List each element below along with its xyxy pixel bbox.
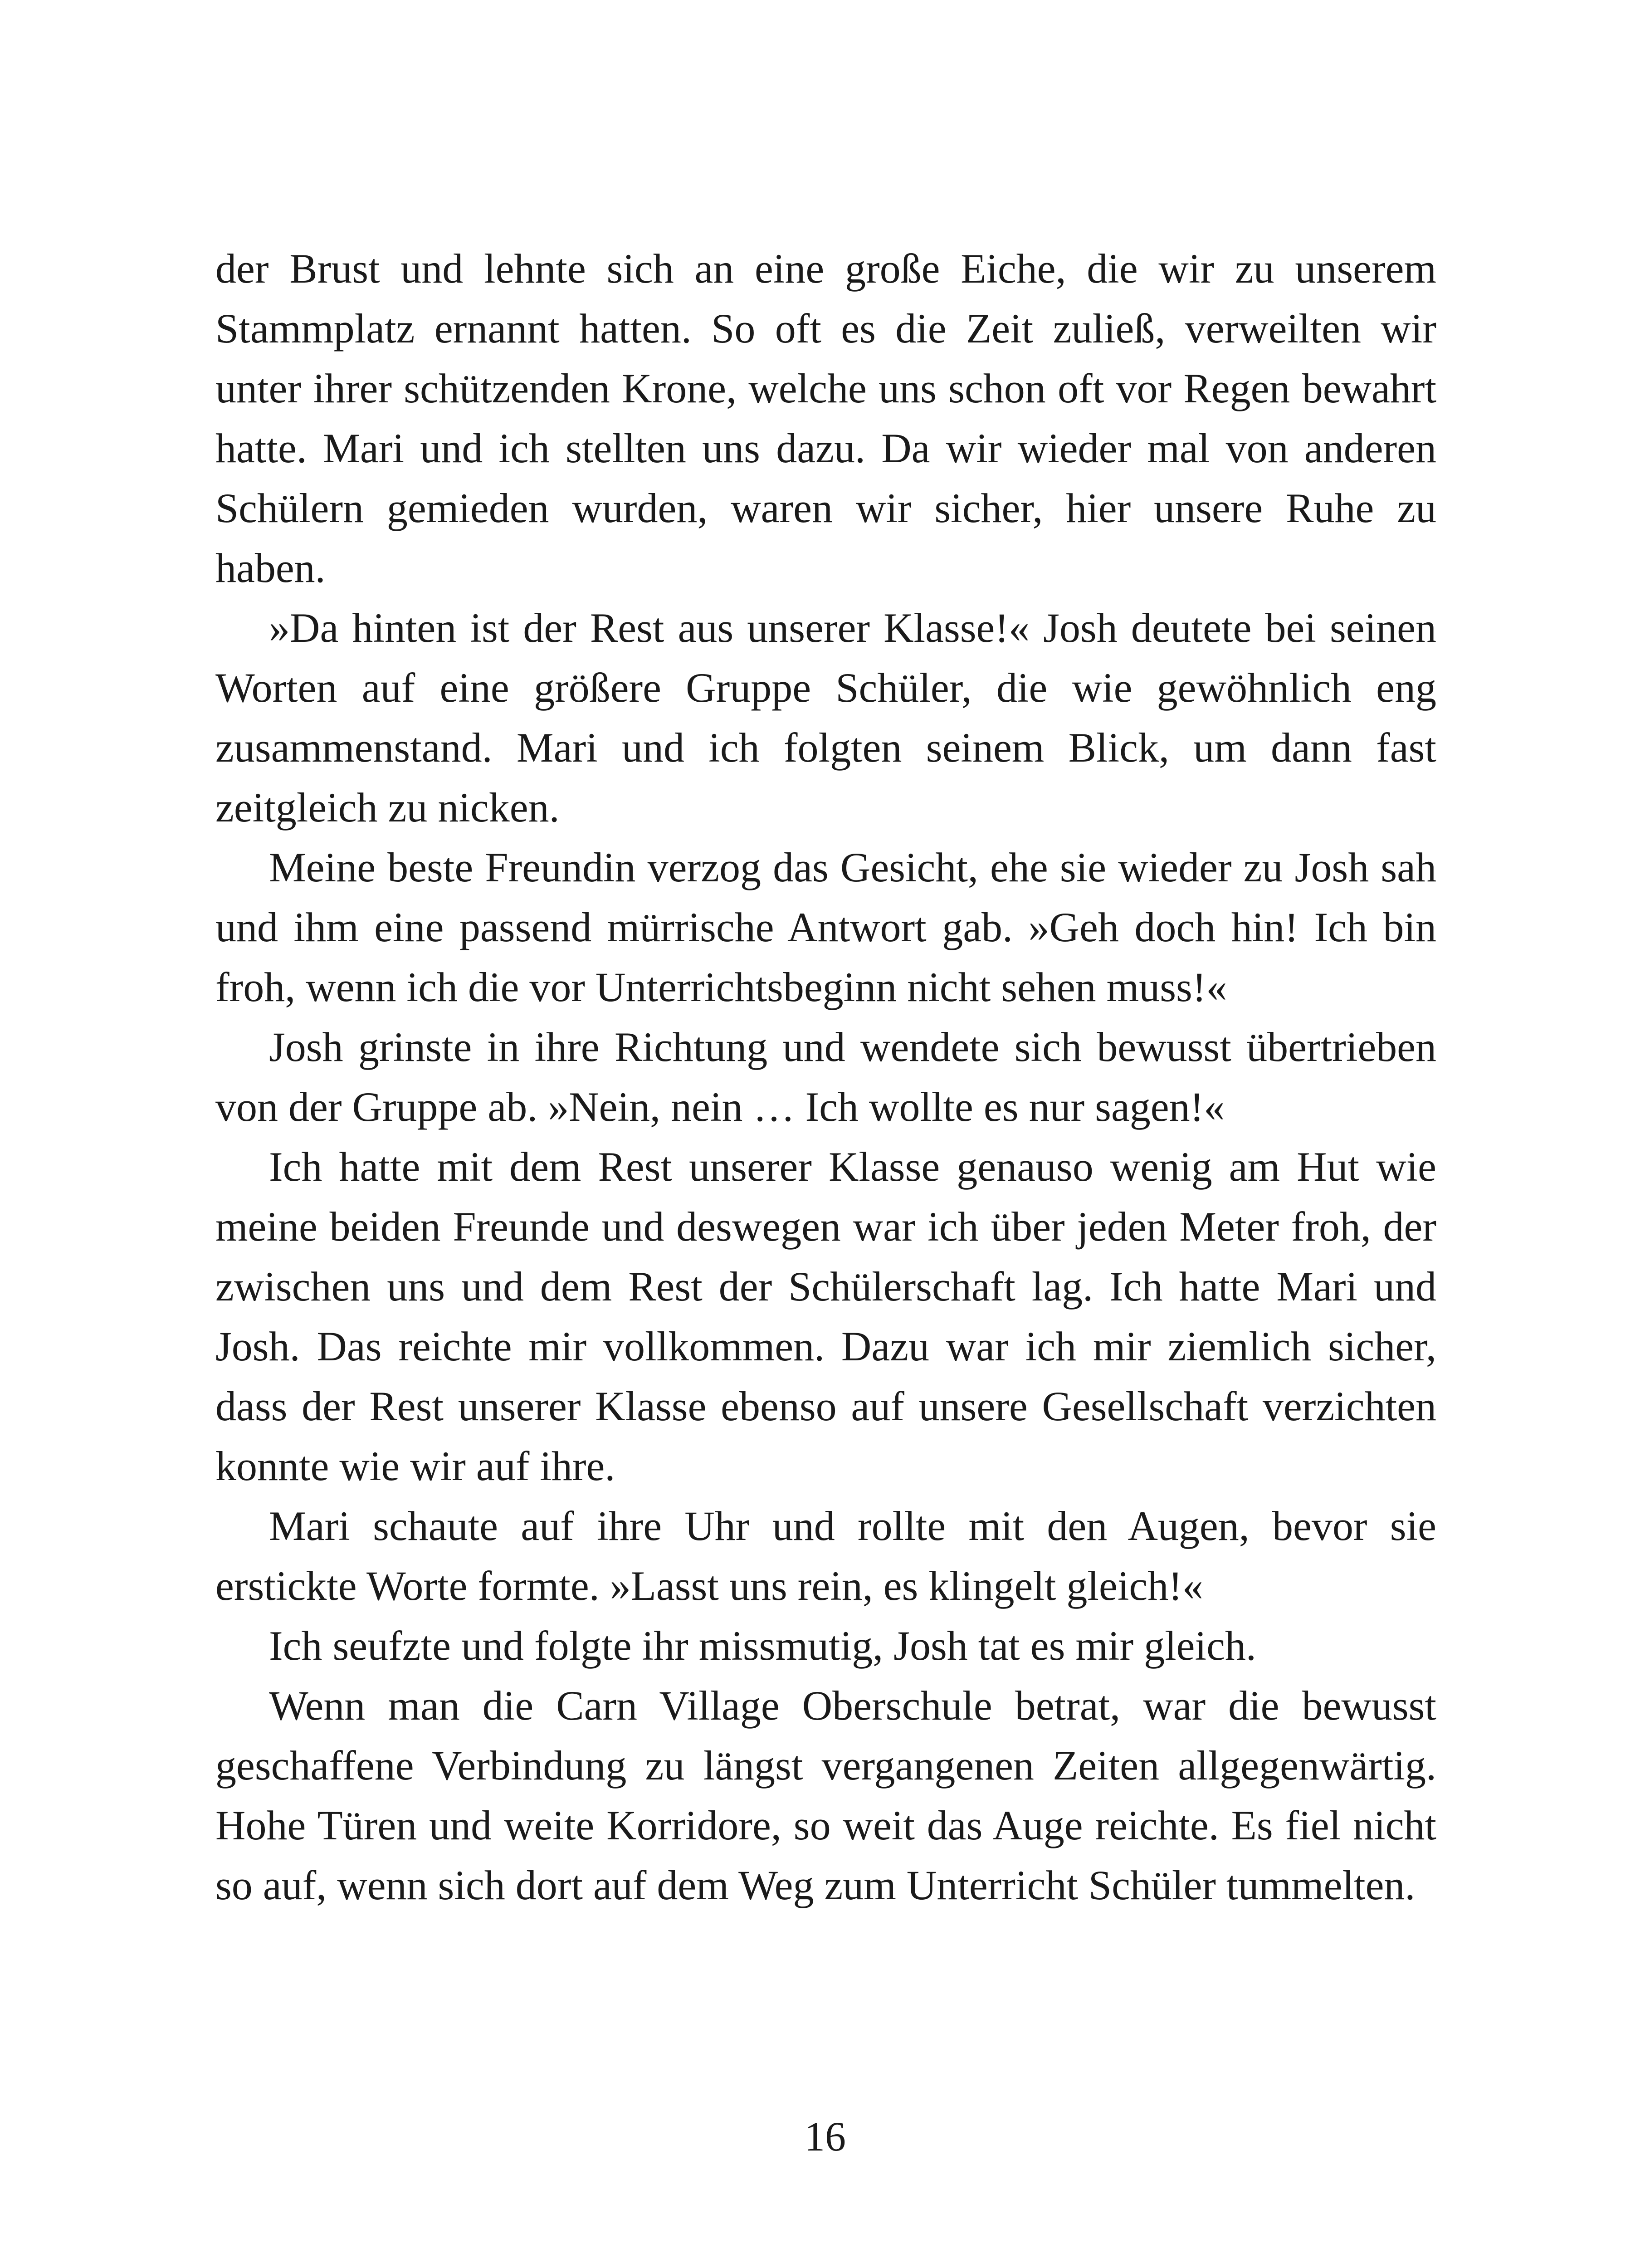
page-number: 16 (804, 2113, 846, 2160)
paragraph: Meine beste Freundin verzog das Gesicht, ehe sie wieder zu Josh sah und ihm eine passend mürrische Antwort gab. »Geh doch hin! Ich bin froh, wenn ich die vor Unterrichtsbeginn nicht sehen muss!« (215, 844, 1436, 1010)
paragraph: Wenn man die Carn Village Oberschule betrat, war die bewusst geschaffene Verbindung zu längst vergangenen Zeiten allgegenwärtig. Hohe Türen und weite Korridore, so weit das Auge reichte. Es fiel nicht so auf, wenn sich dort auf dem Weg zum Unterricht Schüler tummelten. (215, 1682, 1436, 1908)
paragraph: Ich hatte mit dem Rest unserer Klasse genauso wenig am Hut wie meine beiden Freunde und deswegen war ich über jeden Meter froh, der zwischen uns und dem Rest der Schülerschaft lag. Ich hatte Mari und Josh. Das reichte mir vollkommen. Dazu war ich mir ziemlich sicher, dass der Rest unserer Klasse ebenso auf unsere Gesellschaft verzichten konnte wie wir auf ihre. (215, 1144, 1436, 1489)
paragraph: Ich seufzte und folgte ihr missmutig, Josh tat es mir gleich. (269, 1623, 1256, 1669)
paragraph: »Da hinten ist der Rest aus unserer Klasse!« Josh deutete bei seinen Worten auf eine größere Gruppe Schüler, die wie gewöhnlich eng zusammenstand. Mari und ich folgten seinem Blick, um dann fast zeitgleich zu nicken. (215, 605, 1436, 831)
paragraph: der Brust und lehnte sich an eine große Eiche, die wir zu unserem Stammplatz ernannt hatten. So oft es die Zeit zuließ, verweilten wir unter ihrer schützenden Krone, welche uns schon oft vor Regen bewahrt hatte. Mari und ich stellten uns dazu. Da wir wieder mal von anderen Schülern gemieden wurden, waren wir sicher, hier unsere Ruhe zu haben. (215, 245, 1436, 591)
paragraph: Mari schaute auf ihre Uhr und rollte mit den Augen, bevor sie erstickte Worte formte. »Lasst uns rein, es klingelt gleich!« (215, 1503, 1436, 1609)
paragraph: Josh grinste in ihre Richtung und wendete sich bewusst übertrieben von der Gruppe ab. »Nein, nein … Ich wollte es nur sagen!« (215, 1024, 1436, 1130)
body-text (215, 239, 1436, 1915)
